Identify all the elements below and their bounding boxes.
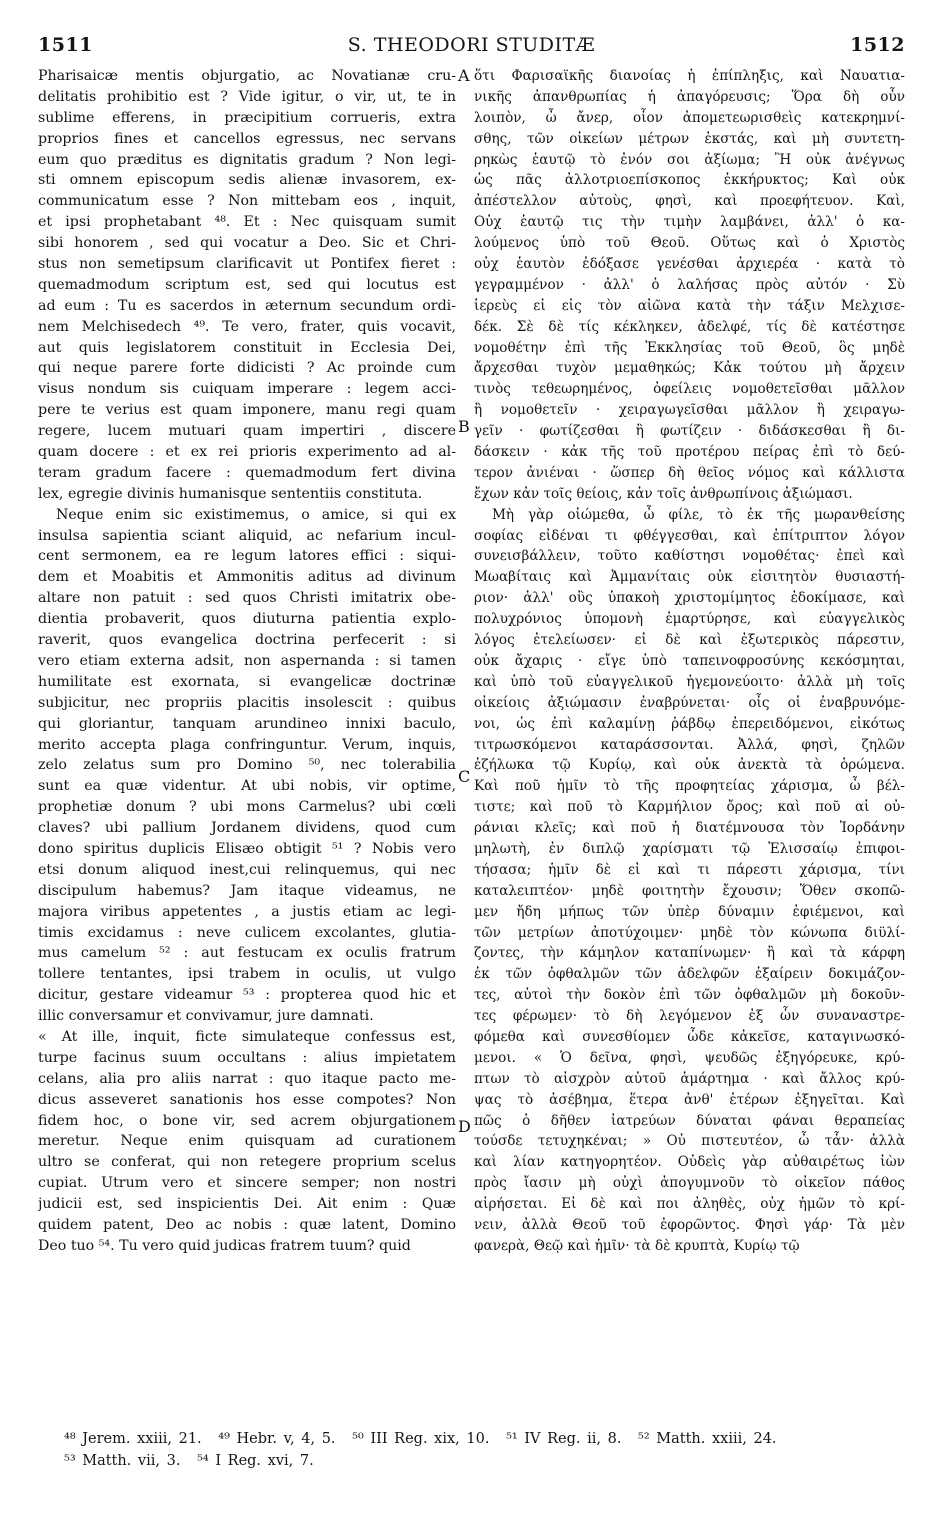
text-line: φανερὰ, Θεῷ καὶ ἡμῖν· τὰ δὲ κρυπτὰ, Κυρίῳ τῷ: [474, 1237, 800, 1254]
text-line: ὅτι Φαρισαϊκῆς διανοίας ἡ ἐπίπληξις, καὶ Ναυατια-: [474, 68, 905, 84]
text-line: ἢ νομοθετεῖν · χειραγωγεῖσθαι μᾶλλον ἢ χειραγω-: [474, 402, 905, 419]
section-marker-b: B: [458, 417, 470, 436]
text-line: prophetiæ donum ? ubi mons Carmelus? ubi cœli: [38, 799, 456, 816]
text-line: quidem patent, Deo ac nobis : quæ latent, Domino: [38, 1216, 456, 1233]
footnote: ⁵⁴ I Reg. xvi, 7.: [197, 1453, 314, 1469]
text-line: regere, lucem mutuari quam impertiri , discere: [38, 423, 456, 440]
text-line: cent sermonem, ea re legum latores effici : siqui-: [38, 548, 456, 565]
text-line: καταλειπτέον· μηδὲ φοιτητὴν ἔχουσιν; Ὅθεν σκοπῶ-: [474, 882, 905, 899]
text-line: Pharisaicæ mentis objurgatio, ac Novatianæ cru-: [38, 68, 456, 84]
text-line: discipulum habemus? Jam itaque videamus, ne: [38, 882, 456, 899]
text-line: vero etiam externa adsit, non aspernanda : si tamen: [38, 652, 456, 669]
text-line: ἐζήλωκα τῷ Κυρίῳ, καὶ οὐκ ἀνεκτὰ τὰ ὁρώμενα.: [474, 757, 905, 774]
text-line: μενοι. « Ὁ δεῖνα, φησὶ, ψευδῶς ἐξηγόρευκε, κρύ-: [474, 1049, 905, 1066]
text-line: τιστε; καὶ ποῦ τὸ Καρμήλιον ὄρος; καὶ ποῦ αἱ οὐ-: [474, 799, 905, 816]
footnote: ⁵⁰ III Reg. xix, 10.: [352, 1431, 490, 1447]
text-line: quemadmodum scriptum est, sed qui locutus est: [38, 276, 456, 293]
footnotes: [64, 1428, 905, 1472]
text-line: συνεισβάλλειν, τοῦτο καθίστησι νομοθέτας· ἐπεὶ καὶ: [474, 548, 905, 565]
text-line: altare non patuit : sed quos Christi imitatrix obe-: [38, 590, 456, 607]
page-header: [38, 34, 905, 64]
text-line: καὶ ὑπὸ τοῦ εὐαγγελικοῦ ἡγεμονεύοιτο· ἀλλὰ μὴ τοῖς: [474, 673, 905, 690]
text-line: καὶ λίαν κατηγορητέον. Οὐδεὶς γὰρ αὐθαιρέτως ἰὼν: [474, 1154, 905, 1171]
text-line: ριον· ἀλλ' οὓς ὑπακοὴ χριστομίμητος ἐδοκίμασε, καὶ: [474, 590, 905, 607]
footnote-line-1: [64, 1428, 905, 1450]
text-line: ὡς πᾶς ἀλλοτριοεπίσκοπος ἐκκήρυκτος; Καὶ οὐκ: [474, 172, 905, 189]
text-line: ἱερεὺς εἰ εἰς τὸν αἰῶνα κατὰ τὴν τάξιν Μελχισε-: [474, 297, 905, 314]
section-marker-c: C: [458, 767, 471, 786]
text-line: ρηκὼς ἑαυτῷ τὸ ἐνόν σοι ἀξίωμα; Ἢ οὐκ ἀνέγνως: [474, 151, 905, 168]
text-line: αἱρήσεται. Εἰ δὲ καὶ ποι ἀληθὲς, οὐχ ἡμῶν τὸ κρί-: [474, 1196, 905, 1213]
text-line: eum quo præditus es dignitatis gradum ? Non legi-: [38, 151, 456, 168]
text-line: visus nondum sis cuiquam imperare : legem acci-: [38, 381, 456, 398]
text-line: πῶς ὁ δῆθεν ἰατρεύων δύναται φάναι θεραπείας: [474, 1112, 905, 1129]
footnote: ⁵² Matth. xxiii, 24.: [638, 1431, 777, 1447]
footnote: ⁵¹ IV Reg. ii, 8.: [506, 1431, 622, 1447]
text-line: dientia probaverit, quos diuturna patientia explo-: [38, 611, 456, 628]
text-line: nem Melchisedech ⁴⁹. Te vero, frater, quis vocavit,: [38, 318, 456, 335]
text-line: σοφίας εἰδέναι τι φθέγγεσθαι, καὶ ἐπίτριπτον λόγον: [474, 527, 905, 544]
text-line: sti omnem episcopum sedis alienæ invasorem, ex-: [38, 172, 456, 189]
text-line: ζοντες, τὴν κάμηλον καταπίνωμεν· ἢ καὶ τὰ κάρφη: [474, 945, 905, 962]
text-line: ἐκ τῶν ὀφθαλμῶν τῶν ἀδελφῶν ἐξαίρειν δοκιμάζον-: [474, 966, 905, 983]
text-line: lex, egregie divinis humanisque sententiis constituta.: [38, 485, 423, 502]
text-line: insulsa sapientia sciant aliquid, ac nefarium incul-: [38, 527, 456, 544]
text-line: ἄρχεσθαι τυχὸν μεμαθηκώς; Κἀκ τούτου μὴ ἄρχειν: [474, 360, 905, 377]
text-line: τήσασα; ἡμῖν δὲ εἰ καὶ τι πάρεστι χάρισμα, τίνι: [474, 861, 905, 878]
text-line: ψας τὸ ἀσέβημα, ἕτερα ἀνθ' ἑτέρων ἐξηγεῖται. Καὶ: [474, 1091, 905, 1108]
text-line: qui neque parere forte didicisti ? Ac proinde cum: [38, 360, 456, 377]
text-line: communicatum esse ? Non mittebam eos , inquit,: [38, 193, 456, 210]
text-line: merito accepta plaga confringuntur. Verum, inquis,: [38, 736, 456, 753]
text-line: quam docere : et ex rei prioris experimento ad al-: [38, 444, 456, 461]
greek-column: [474, 66, 905, 1257]
text-line: τινὸς τεθεωρημένος, ὀφείλεις νομοθετεῖσθαι μᾶλλον: [474, 381, 905, 398]
text-line: celans, alia pro aliis narrat : quo itaque pacto me-: [38, 1070, 456, 1087]
text-line: σθης, τῶν οἰκείων μέτρων ἐκστάς, καὶ μὴ συντετη-: [474, 130, 905, 147]
text-line: sibi honorem , sed qui vocatur a Deo. Sic et Chri-: [38, 235, 456, 252]
text-line: οὐχ ἑαυτὸν ἐδόξασε γενέσθαι ἀρχιερέα · κατὰ τὸ: [474, 256, 905, 273]
text-line: μεν ἤδη μήπως τῶν ὑπὲρ δύναμιν ἐφιέμενοι, καὶ: [474, 903, 905, 920]
text-line: λούμενος ὑπὸ τοῦ Θεοῦ. Οὕτως καὶ ὁ Χριστὸς: [474, 235, 905, 252]
text-line: Deo tuo ⁵⁴. Tu vero quid judicas fratrem tuum? quid: [38, 1237, 411, 1254]
text-line: proprios fines et cancellos egressus, nec servans: [38, 130, 456, 147]
text-line: dono spiritus duplicis Elisæo obtigit ⁵¹ ? Nobis vero: [38, 840, 456, 857]
section-marker-a: A: [458, 66, 470, 85]
text-line: judicii est, sed inspicientis Dei. Ait enim : Quæ: [38, 1196, 456, 1213]
text-line: τες, αὐτοὶ τὴν δοκὸν ἐπὶ τῶν ὀφθαλμῶν μὴ δοκοῦν-: [474, 987, 905, 1004]
text-line: νομοθέτην ἐπὶ τῆς Ἐκκλησίας τοῦ Θεοῦ, ὃς μηδὲ: [474, 339, 905, 356]
text-line: οἰκείοις ἀξιώμασιν ἐναβρύνεται· οἷς οἱ ἐναβρυνόμε-: [474, 694, 905, 711]
text-line: τες φέρωμεν· τὸ δὴ λεγόμενον ἐξ ὧν συναναστρε-: [474, 1008, 905, 1025]
text-line: aut quis legislatorem constituit in Ecclesia Dei,: [38, 339, 456, 356]
text-line: γεγραμμένον · ἀλλ' ὁ λαλήσας πρὸς αὐτόν · Σὺ: [474, 276, 905, 293]
footnote: ⁴⁹ Hebr. v, 4, 5.: [218, 1431, 336, 1447]
page-number-right: 1512: [850, 34, 905, 56]
text-line: τιτρωσκόμενοι καταράσσονται. Ἀλλά, φησὶ, ζηλῶν: [474, 736, 905, 753]
text-line: ultro se conferat, qui non retegere proprium scelus: [38, 1154, 456, 1171]
text-line: μηλωτὴ, ἐν διπλῷ χαρίσματι τῷ Ἐλισσαίῳ ἐπιφοι-: [474, 840, 905, 857]
text-line: tollere tentantes, ipsi trabem in oculis, ut vulgo: [38, 966, 456, 983]
text-line: dicus asseveret sanationis hos esse compotes? Non: [38, 1091, 456, 1108]
latin-column: [38, 66, 456, 1257]
text-line: πολυχρόνιος ὑπομονὴ ἐμαρτύρησε, καὶ εὐαγγελικὸς: [474, 611, 905, 628]
text-line: teram gradum facere : quemadmodum fert divina: [38, 464, 456, 481]
text-line: Neque enim sic existimemus, o amice, si qui ex: [56, 506, 456, 523]
running-title: S. THEODORI STUDITÆ: [347, 34, 596, 56]
text-line: Οὐχ ἑαυτῷ τις τὴν τιμὴν λαμβάνει, ἀλλ' ὁ κα-: [474, 214, 905, 231]
text-line: πτων τὸ αἰσχρὸν αὐτοῦ ἁμάρτημα · καὶ ἄλλος κρύ-: [474, 1070, 905, 1087]
text-line: νικῆς ἀπανθρωπίας ἡ ἀπαγόρευσις; Ὅρα δὴ οὖν: [474, 88, 905, 105]
text-line: dem et Moabitis et Ammonitis aditus ad divinum: [38, 569, 456, 586]
text-line: etsi donum aliquod inest,cui relinquemus, qui nec: [38, 861, 456, 878]
text-line: sunt ea quæ videntur. At ubi nobis, vir optime,: [38, 778, 456, 795]
footnote: ⁵³ Matth. vii, 3.: [64, 1453, 181, 1469]
text-line: γεῖν · φωτίζεσθαι ἢ φωτίζειν · διδάσκεσθαι ἢ δι-: [474, 423, 905, 440]
text-line: humilitate est exornata, si evangelicæ doctrinæ: [38, 673, 456, 690]
text-line: δέκ. Σὲ δὲ τίς κέκληκεν, ἀδελφέ, τίς δὲ κατέστησε: [474, 318, 905, 335]
text-line: stus non semetipsum clarificavit ut Pontifex fieret :: [38, 256, 456, 273]
text-line: delitatis prohibitio est ? Vide igitur, o vir, ut, te in: [38, 88, 456, 105]
text-line: φόμεθα καὶ συνεσθίομεν ὧδε κἀκεῖσε, καταγινωσκό-: [474, 1028, 905, 1045]
text-line: sublime efferens, in præcipitium corrueris, extra: [38, 109, 456, 126]
text-line: λόγος ἐτελείωσεν· εἰ δὲ καὶ ἐξωτερικὸς πάρεστιν,: [474, 632, 905, 649]
text-line: τερον ἀνιέναι · ὥσπερ δὴ θεῖος νόμος καὶ κάλλιστα: [474, 464, 905, 481]
text-line: fidem hoc, o bone vir, sed acrem objurgationem: [38, 1112, 456, 1129]
text-line: raverit, quos evangelica doctrina perfecerit : si: [38, 632, 456, 649]
text-line: τῶν μετρίων ἀποτύχοιμεν· μηδὲ τὸν κώνωπα διϋλί-: [474, 924, 905, 941]
text-line: ἔχων κἀν τοῖς θείοις, κἀν τοῖς ἀνθρωπίνοις ἀξιώμασι.: [474, 485, 853, 502]
text-line: dicitur, gestare videamur ⁵³ : propterea quod hic et: [38, 987, 456, 1004]
text-line: δάσκειν · κἀκ τῆς τοῦ προτέρου πείρας ἐπὶ τὸ δεύ-: [474, 444, 905, 461]
section-marker-d: D: [458, 1117, 471, 1136]
text-line: οὐκ ἄχαρις · εἴγε ὑπὸ ταπεινοφροσύνης κεκόσμηται,: [474, 652, 905, 669]
text-line: νειν, ἀλλὰ Θεοῦ τοῦ ἐφορῶντος. Φησὶ γάρ· Τὰ μὲν: [474, 1216, 905, 1233]
text-line: timis excidamus : neve culicem excolantes, glutia-: [38, 924, 456, 941]
text-line: πρὸς ἴασιν μὴ οὐχὶ ἀπογυμνοῦν τὸ οἰκεῖον πάθος: [474, 1175, 905, 1192]
text-line: τούσδε τετυχηκέναι; » Οὐ πιστευτέον, ὦ τἆν· ἀλλὰ: [474, 1133, 905, 1150]
text-line: et ipsi prophetabant ⁴⁸. Et : Nec quisquam sumit: [38, 214, 456, 231]
text-line: zelo zelatus sum pro Domino ⁵⁰, nec tolerabilia: [38, 757, 456, 774]
text-line: Μωαβίταις καὶ Ἀμμανίταις οὐκ εἰσιτητὸν θυσιαστή-: [474, 569, 905, 586]
text-line: turpe facinus suum occultans : alius impietatem: [38, 1049, 456, 1066]
text-line: majora viribus appetentes , a justis etiam ac legi-: [38, 903, 456, 920]
footnote: ⁴⁸ Jerem. xxiii, 21.: [64, 1431, 202, 1447]
text-line: ράνιαι κλεῖς; καὶ ποῦ ἡ διατέμνουσα τὸν Ἰορδάνην: [474, 820, 905, 837]
footnote-line-2: [64, 1450, 905, 1472]
text-line: pere te verius est quam imponere, manu regi quam: [38, 402, 456, 419]
text-line: Μὴ γὰρ οἰώμεθα, ὦ φίλε, τὸ ἐκ τῆς μωρανθείσης: [492, 506, 905, 523]
text-line: illic conversamur et convivamur, jure damnati.: [38, 1008, 374, 1025]
text-line: meretur. Neque enim quisquam ad curationem: [38, 1133, 456, 1150]
text-line: subjicitur, nec propriis placitis insolescit : quibus: [38, 694, 456, 711]
text-line: « At ille, inquit, ficte simulateque confessus est,: [38, 1028, 456, 1045]
text-line: ἀπέστελλον αὐτοὺς, φησὶ, καὶ προεφήτευον. Καὶ,: [474, 193, 905, 210]
text-line: mus camelum ⁵² : aut festucam ex oculis fratrum: [38, 945, 456, 962]
text-line: νοι, ὡς ἐπὶ καλαμίνῃ ῥάβδῳ ἐπερειδόμενοι, εἰκότως: [474, 715, 905, 732]
text-line: claves? ubi pallium Jordanem dividens, quod cum: [38, 820, 456, 837]
text-line: qui gloriantur, tanquam arundineo innixi baculo,: [38, 715, 456, 732]
text-line: Καὶ ποῦ ἡμῖν τὸ τῆς προφητείας χάρισμα, ὦ βέλ-: [474, 778, 905, 795]
text-line: ad eum : Tu es sacerdos in æternum secundum ordi-: [38, 297, 456, 314]
text-line: cupiat. Utrum vero et sincere semper; non nostri: [38, 1175, 456, 1192]
page-number-left: 1511: [38, 34, 93, 56]
text-line: λοιπὸν, ὦ ἄνερ, οἷον ἀπομετεωρισθεὶς κατεκρημνί-: [474, 109, 905, 126]
